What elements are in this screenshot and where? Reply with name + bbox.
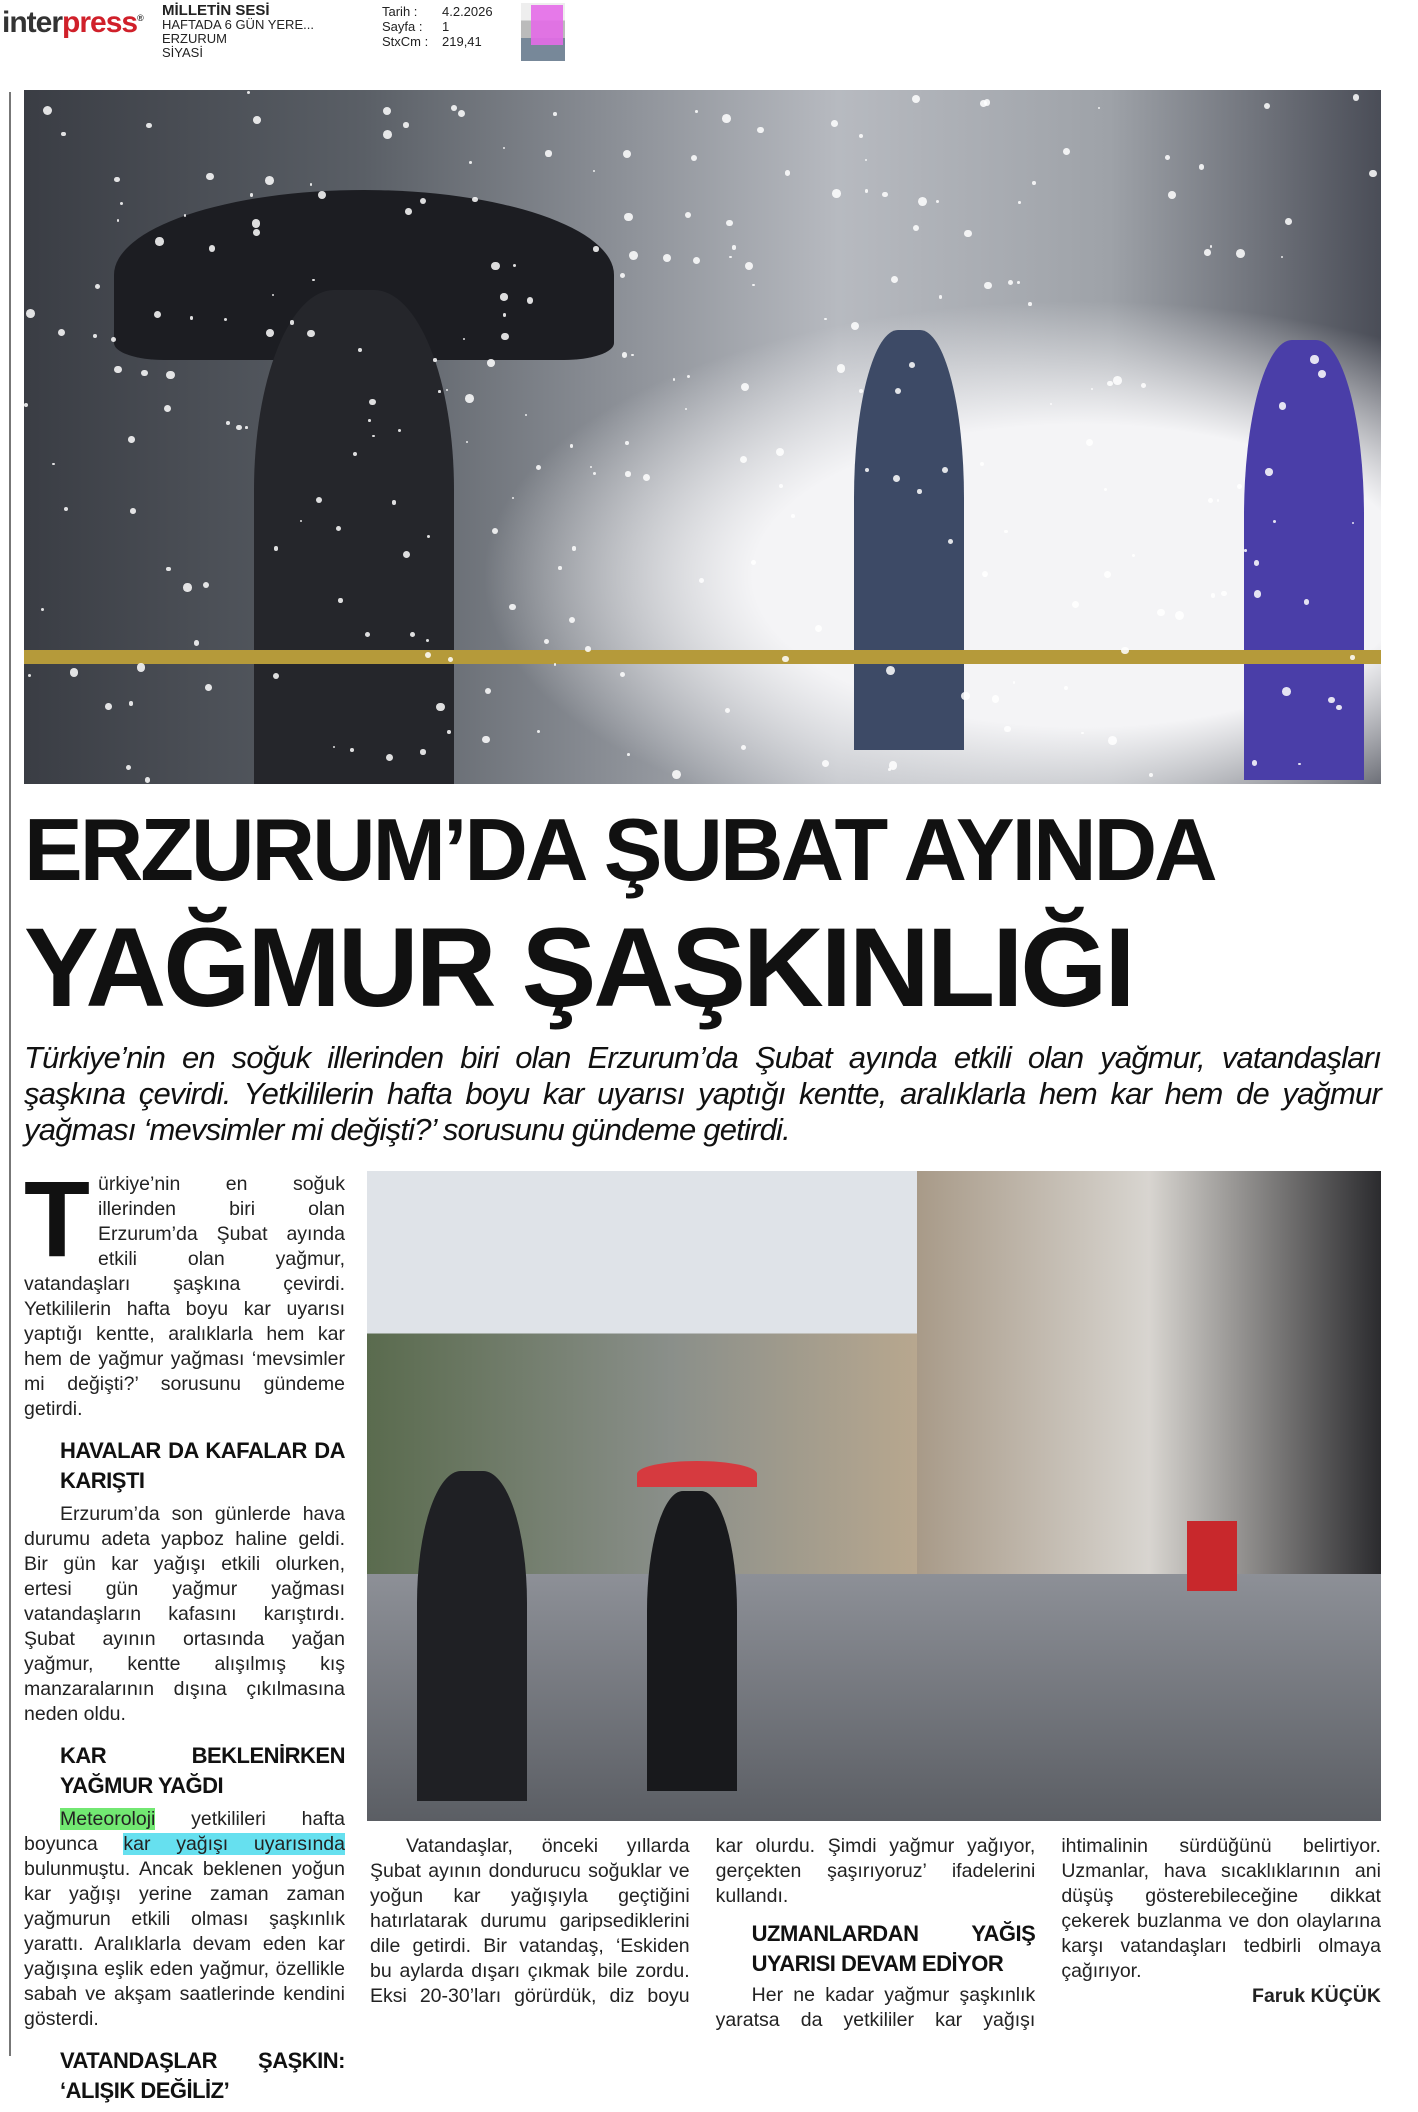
snowflake (1221, 591, 1226, 596)
snowflake (722, 114, 731, 123)
snowflake (1282, 687, 1291, 696)
snowflake (1064, 686, 1068, 690)
snowflake (623, 150, 631, 158)
snowflake (525, 414, 527, 416)
snowflake (620, 672, 625, 677)
snowflake (1210, 245, 1213, 248)
size-value: 219,41 (442, 34, 482, 49)
intro-paragraph: ürkiye’nin en soğuk illerinden biri olan Erzurum’da Şubat ayında etkili olan yağmur, vatandaşları şaşkına çevirdi. Yetkililerin hafta boyu kar uyarısı yaptığı kentte, aralıklarla hem kar hem de yağmur yağması ‘mevsimler mi değişti?’ sorusunu gündeme getirdi. (24, 1173, 345, 1420)
snowflake (593, 472, 596, 475)
paragraph: Vatandaşlar, önceki yıllarda Şubat ayının dondurucu soğuklar ve yoğun kar yağışıyla geçtiğini hatırlatarak durumu garipsediklerini dile getirdi. Bir vatandaş, ‘Eskiden bu aylarda dışarı çıkmak bile zordu. Eksi 20-30’ları görürdük, diz boyu kar olurdu. Şimdi yağmur yağıyor, gerçekten şaşırıyoruz’ ifadelerini kullandı. (370, 1835, 1036, 2007)
snowflake (265, 176, 274, 185)
snowflake (458, 110, 465, 117)
snowflake (503, 313, 507, 317)
snowflake (625, 441, 629, 445)
snowflake (1098, 107, 1100, 109)
snowflake (785, 170, 790, 175)
snowflake (492, 528, 498, 534)
snowflake (1350, 655, 1354, 659)
snowflake (982, 571, 988, 577)
publication-info (162, 4, 314, 60)
snowflake (52, 463, 55, 466)
snowflake (487, 359, 495, 367)
publication-frequency: HAFTADA 6 GÜN YERE... (162, 17, 314, 32)
snowflake (383, 130, 392, 139)
snowflake (469, 161, 472, 164)
snowflake (554, 663, 557, 666)
snowflake (882, 192, 888, 198)
highlight-green: Meteoroloji (60, 1808, 156, 1830)
snowflake (822, 760, 829, 767)
snowflake (913, 225, 919, 231)
snowflake (859, 389, 863, 393)
snowflake (425, 652, 431, 658)
snowflake (64, 507, 68, 511)
snowflake (1336, 705, 1341, 710)
snowflake (24, 403, 28, 407)
snowflake (194, 640, 199, 645)
snowflake (964, 230, 971, 237)
snowflake (451, 105, 457, 111)
publication-name: MİLLETİN SESİ (162, 2, 270, 19)
snowflake (247, 91, 250, 94)
snowflake (1165, 155, 1170, 160)
page-label: Sayfa : (382, 19, 423, 34)
snowflake (95, 284, 100, 289)
snowflake (466, 441, 469, 444)
snowflake (936, 200, 940, 204)
snowflake (831, 120, 838, 127)
snowflake (1208, 498, 1213, 503)
snowflake (1004, 726, 1011, 733)
snowflake (1175, 611, 1184, 620)
snowflake (206, 173, 214, 181)
snowflake (166, 567, 170, 571)
snowflake (1141, 383, 1146, 388)
snowflake (372, 435, 374, 437)
snowflake (137, 663, 146, 672)
snowflake (465, 394, 474, 403)
snowflake (333, 746, 335, 748)
snowflake (500, 293, 507, 300)
snowflake (273, 673, 279, 679)
snowflake (865, 159, 867, 161)
snowflake (629, 251, 638, 260)
snowflake (386, 754, 393, 761)
snowflake (741, 745, 747, 751)
snowflake (537, 730, 540, 733)
publication-category: SİYASİ (162, 45, 203, 60)
snowflake (791, 514, 795, 518)
snowflake (726, 220, 733, 227)
snowflake (980, 462, 984, 466)
snowflake (1107, 381, 1113, 387)
publication-city: ERZURUM (162, 31, 227, 46)
snowflake (741, 383, 749, 391)
snowflake (130, 508, 136, 514)
article-deck: Türkiye’nin en soğuk illerinden biri olan Erzurum’da Şubat ayında etkili olan yağmur, vatandaşları şaşkına çevirdi. Yetkililerin hafta boyu kar uyarısı yaptığı kentte, aralıklarla hem kar hem de yağmur yağması ‘mevsimler mi değişti?’ sorusunu gündeme getirdi. (24, 1040, 1381, 1147)
snowflake (403, 122, 408, 127)
snowflake (891, 276, 898, 283)
subheading: UZMANLARDAN YAĞIŞ UYARISI DEVAM EDİYOR (751, 1921, 1036, 1976)
snowflake (558, 566, 562, 570)
snowflake (917, 489, 921, 493)
snowflake (570, 444, 574, 448)
snowflake (673, 378, 676, 381)
snowflake (909, 362, 915, 368)
snowflake (815, 625, 822, 632)
date-value: 4.2.2026 (442, 4, 493, 19)
snowflake (590, 466, 592, 468)
snowflake (446, 389, 449, 392)
snowflake (145, 777, 150, 782)
snowflake (312, 279, 314, 281)
date-label: Tarih : (382, 4, 418, 19)
snowflake (1013, 681, 1016, 684)
snowflake (1237, 484, 1242, 489)
snowflake (146, 123, 151, 128)
snowflake (209, 245, 216, 252)
snowflake (1113, 376, 1122, 385)
snowflake (491, 262, 499, 270)
snowflake (1168, 191, 1176, 199)
snowflake (663, 254, 671, 262)
snowflake (1157, 609, 1164, 616)
snowflake (1281, 256, 1284, 259)
snowflake (164, 405, 171, 412)
snowflake (1273, 520, 1276, 523)
snowflake (837, 364, 845, 372)
snowflake (527, 297, 533, 303)
snowflake (126, 765, 131, 770)
snowflake (509, 604, 516, 611)
snowflake (1254, 590, 1261, 597)
snowflake (1104, 488, 1107, 491)
snowflake (383, 107, 391, 115)
snowflake (699, 578, 704, 583)
snowflake (961, 692, 969, 700)
snowflake (593, 170, 595, 172)
snowflake (1310, 355, 1318, 363)
snowflake (1091, 388, 1093, 390)
snowflake (1204, 249, 1211, 256)
snowflake (26, 309, 35, 318)
snowflake (851, 322, 860, 331)
snowflake (536, 465, 541, 470)
snowflake (544, 639, 549, 644)
snowflake (166, 371, 174, 379)
snowflake (338, 598, 342, 602)
snowflake (691, 155, 698, 162)
snowflake (1086, 439, 1093, 446)
snowflake (918, 197, 927, 206)
snowflake (1072, 601, 1079, 608)
snowflake (1017, 281, 1020, 284)
snowflake (732, 245, 736, 249)
snowflake (252, 219, 260, 227)
snowflake (41, 608, 44, 611)
snowflake (1018, 201, 1021, 204)
page-thumbnail[interactable] (521, 3, 565, 61)
snowy-street-photo (24, 90, 1381, 784)
snowflake (824, 318, 827, 321)
snowflake (725, 708, 730, 713)
snowflake (1264, 103, 1270, 109)
snowflake (757, 127, 763, 133)
snowflake (865, 468, 869, 472)
headline-line-2: YAĞMUR ŞAŞKINLIĞI (24, 905, 1133, 1030)
snowflake (886, 666, 895, 675)
snowflake (895, 388, 901, 394)
snowflake (512, 497, 514, 499)
snowflake (1211, 593, 1216, 598)
clipping-meta (382, 4, 493, 49)
snowflake (572, 546, 576, 550)
snowflake (120, 202, 123, 205)
snowflake (1353, 94, 1360, 101)
snowflake (61, 132, 65, 136)
snowflake (368, 419, 371, 422)
paragraph: Her ne kadar yağmur şaşkınlık yaratsa da yetkililer kar yağışı ihtimalinin sürdüğünü belirtiyor. Uzmanlar, hava sıcaklıklarının ani düşüş gösterebileceğine dikkat çekerek buzlanma ve don olaylarına karşı vatandaşları tedbirli olmaya çağırıyor. (715, 1835, 1381, 2031)
snowflake (1352, 522, 1354, 524)
drop-cap: T (24, 1158, 90, 1279)
snowflake (779, 484, 783, 488)
snowflake (70, 668, 79, 677)
snowflake (625, 471, 630, 476)
snowflake (482, 736, 489, 743)
snowflake (1265, 468, 1273, 476)
snowflake (752, 284, 754, 286)
snowflake (593, 246, 598, 251)
snowflake (226, 421, 230, 425)
snowflake (190, 316, 194, 320)
subheading: HAVALAR DA KAFALAR DA KARIŞTI (60, 1438, 345, 1493)
paragraph: Erzurum’da son günlerde hava durumu adeta yapboz haline geldi. Bir gün kar yağışı etkili olurken, ertesi gün yağmur yağması vatandaşların kafasını karıştırdı. Şubat ayının ortasında yağan yağmur, kentte alışılmış kış manzaralarının dışına çıkılmasına neden oldu. (24, 1503, 345, 1725)
snowflake (105, 703, 112, 710)
article-bottom-columns (370, 1834, 1381, 2033)
snowflake (448, 657, 453, 662)
snowflake (1032, 181, 1036, 185)
snowflake (28, 674, 31, 677)
snowflake (1369, 170, 1377, 178)
snowflake (438, 390, 441, 393)
snowflake (939, 295, 942, 298)
snowflake (992, 695, 1000, 703)
snowflake (553, 112, 557, 116)
snowflake (745, 262, 753, 270)
snowflake (433, 358, 437, 362)
snowflake (1028, 302, 1032, 306)
snowflake (141, 370, 147, 376)
snowflake (984, 282, 992, 290)
snowflake (43, 106, 52, 115)
snowflake (685, 408, 687, 410)
snowflake (1050, 403, 1052, 405)
snowflake (1328, 697, 1335, 704)
snowflake (585, 646, 591, 652)
snowflake (776, 448, 784, 456)
snowflake (307, 330, 314, 337)
snowflake (129, 701, 134, 706)
paragraph (24, 1807, 345, 2032)
snowflake (942, 467, 948, 473)
snowflake (687, 375, 690, 378)
snowflake (405, 208, 412, 215)
snowflake (1199, 164, 1204, 169)
page-value: 1 (442, 19, 450, 34)
highlight-cyan: kar yağışı uyarısında (123, 1833, 345, 1855)
snowflake (569, 617, 575, 623)
snowflake (1285, 218, 1292, 225)
snowflake (627, 753, 630, 756)
snowflake (1279, 402, 1286, 409)
clipping-header (0, 0, 1418, 66)
snowflake (420, 749, 425, 754)
snowflake (620, 273, 625, 278)
headline-line-1: ERZURUM’DA ŞUBAT AYINDA (24, 800, 1215, 899)
article-left-column (24, 1158, 345, 2112)
snowflake (859, 134, 863, 138)
snowflake (501, 333, 508, 340)
snowflake (1104, 571, 1111, 578)
subheading: KAR BEKLENİRKEN YAĞMUR YAĞDI (60, 1743, 345, 1798)
snowflake (266, 329, 274, 337)
snowflake (436, 703, 445, 712)
snowflake (1149, 773, 1153, 777)
snowflake (245, 426, 248, 429)
snowflake (1217, 499, 1220, 502)
snowflake (832, 189, 841, 198)
interpress-logo: interpress® (2, 6, 143, 39)
snowflake (740, 456, 747, 463)
subheading: VATANDAŞLAR ŞAŞKIN: ‘ALIŞIK DEĞİLİZ’ (60, 2048, 345, 2103)
snowflake (205, 684, 212, 691)
snowflake (729, 256, 732, 259)
snowflake (1132, 554, 1135, 557)
snowflake (1121, 647, 1129, 655)
snowflake (114, 177, 119, 182)
snowflake (58, 329, 65, 336)
snowflake (912, 95, 920, 103)
snowflake (693, 257, 700, 264)
snowflake (93, 334, 97, 338)
snowflake (310, 183, 313, 186)
snowflake (1004, 530, 1008, 534)
snowflake (358, 348, 362, 352)
text: yetkilileri hafta boyunca (24, 1808, 345, 1855)
snowflake (1108, 736, 1117, 745)
snowflake (685, 212, 691, 218)
snowflake (114, 366, 121, 373)
snowflake (1063, 148, 1070, 155)
snowflake (865, 189, 869, 193)
text: bulunmuştu. Ancak beklenen yoğun kar yağışı yerine zaman zaman yağmurun etkili olması şaşkınlık yarattı. Aralıklarla devam eden kar yağışına eşlik eden yağmur, özellikle sabah ve akşam saatlerinde kendini gösterdi. (24, 1858, 345, 2030)
snowflake (485, 688, 491, 694)
snowflake (695, 110, 698, 113)
snowflake (117, 219, 120, 222)
snowflake (410, 632, 415, 637)
snowflake (672, 770, 681, 779)
snowflake (631, 354, 634, 357)
snowflake (751, 560, 756, 565)
snowflake (643, 474, 650, 481)
snowflake (253, 116, 261, 124)
snowflake (1304, 599, 1309, 604)
snowflake (128, 436, 135, 443)
snowflake (250, 193, 254, 197)
snowflake (236, 425, 241, 430)
size-label: StxCm : (382, 34, 429, 49)
snowflake (155, 237, 163, 245)
snowflake (369, 399, 375, 405)
snowflake (447, 730, 451, 734)
snowflake (183, 583, 191, 591)
snowflake (1236, 249, 1245, 258)
byline: Faruk KÜÇÜK (1252, 1985, 1381, 2007)
snowflake (1008, 280, 1013, 285)
snowflake (545, 150, 551, 156)
snowflake (624, 213, 633, 222)
snowflake (503, 147, 506, 150)
rainy-street-photo (367, 1171, 1381, 1821)
snowflake (622, 352, 627, 357)
snowflake (948, 539, 953, 544)
column-rule (9, 92, 11, 2056)
snowflake (980, 100, 987, 107)
snowflake (1081, 732, 1084, 735)
snowflake (203, 582, 209, 588)
snowflake (889, 761, 898, 770)
snowflake (513, 264, 516, 267)
snowflake (253, 229, 260, 236)
